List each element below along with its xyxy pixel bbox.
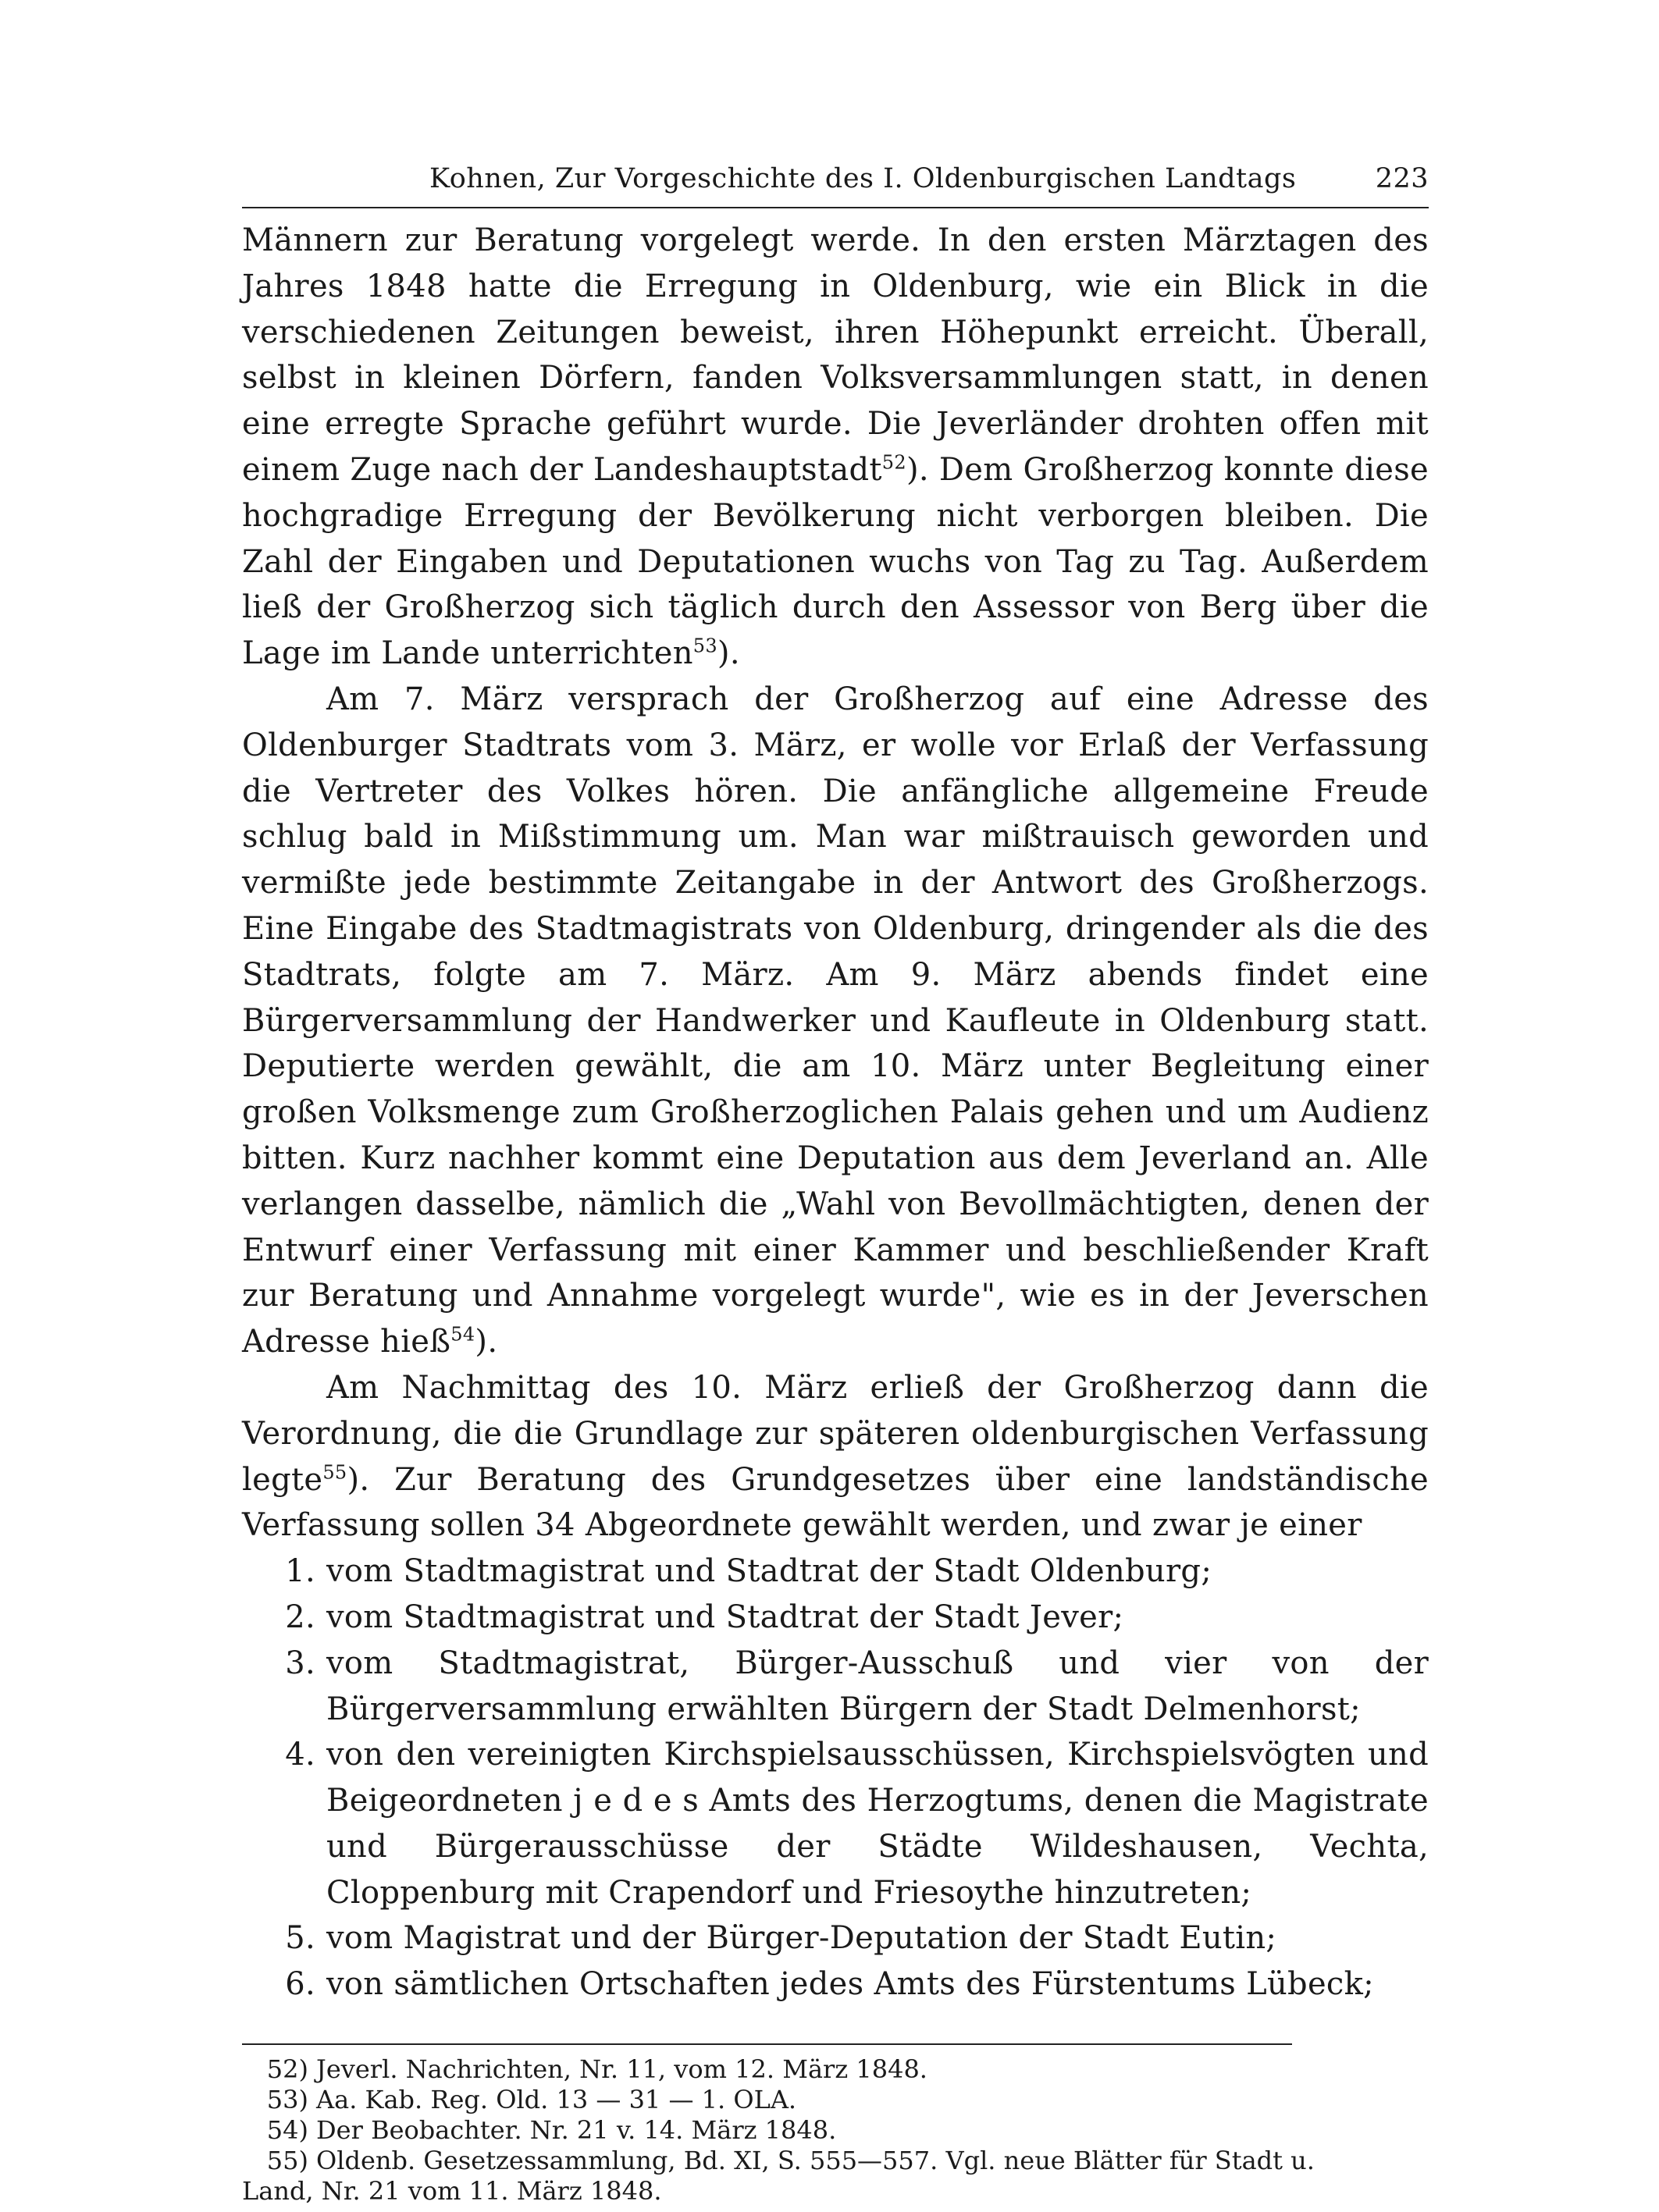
running-title: Kohnen, Zur Vorgeschichte des I. Oldenburgischen Landtags	[429, 163, 1297, 194]
list-number: 4.	[285, 1737, 315, 1773]
footnote-text: Oldenb. Gesetzessammlung, Bd. XI, S. 555—557. Vgl. neue Blätter für Stadt u.	[316, 2146, 1315, 2176]
page-number: 223	[1375, 163, 1429, 194]
list-text: von sämtlichen Ortschaften jedes Amts des Fürstentums Lübeck;	[326, 1966, 1374, 2003]
footnote-text: Aa. Kab. Reg. Old. 13 — 31 — 1. OLA.	[316, 2085, 797, 2115]
footnote-continuation: Land, Nr. 21 vom 11. März 1848.	[242, 2176, 662, 2207]
paragraph	[242, 1365, 1429, 1549]
paragraph	[242, 677, 1429, 1365]
list-text: vom Stadtmagistrat, Bürger-Ausschuß und vier von der Bürgerversammlung erwählten Bürgern der Stadt Delmenhorst;	[326, 1645, 1429, 1727]
footnote	[242, 2146, 1429, 2176]
footnote-text: Jeverl. Nachrichten, Nr. 11, vom 12. März 1848.	[316, 2054, 927, 2085]
header-rule	[242, 207, 1429, 208]
page	[242, 160, 1429, 2207]
footnote	[242, 2085, 1429, 2115]
list-number: 1.	[285, 1553, 315, 1590]
paragraph	[242, 218, 1429, 677]
list-text: von den vereinigten Kirchspielsausschüssen, Kirchspielsvögten und Beigeordneten j e d e s Amts des Herzogtums, denen die Magistrate und Bürgerausschüsse der Städte Wildeshausen, Vechta, Cloppenburg mit Crapendorf und Friesoythe hinzutreten;	[326, 1737, 1429, 1911]
list-item	[242, 1915, 1429, 1961]
text-run: ).	[475, 1324, 498, 1360]
text-run: Am 7. März versprach der Großherzog auf eine Adresse des Oldenburger Stadtrats vom 3. März, er wolle vor Erlaß der Verfassung die Vertreter des Volkes hören. Die anfängliche allgemeine Freude schlug bald in Mißstimmung um. Man war mißtrauisch geworden und vermißte jede bestimmte Zeitangabe in der Antwort des Großherzogs. Eine Eingabe des Stadtmagistrats von Oldenburg, dringender als die des Stadtrats, folgte am 7. März. Am 9. März abends findet eine Bürgerversammlung der Handwerker und Kaufleute in Oldenburg statt. Deputierte werden gewählt, die am 10. März unter Begleitung einer großen Volksmenge zum Großherzoglichen Palais gehen und um Audienz bitten. Kurz nachher kommt eine Deputation aus dem Jeverland an. Alle verlangen dasselbe, nämlich die „Wahl von Bevollmächtigten, denen der Entwurf einer Verfassung mit einer Kammer und beschließender Kraft zur Beratung und Annahme vorgelegt wurde", wie es in der Jeverschen Adresse hieß	[242, 681, 1429, 1360]
footnote-ref: 53	[692, 635, 717, 657]
footnote-ref: 55	[322, 1461, 347, 1484]
footnotes	[242, 2054, 1429, 2207]
list-text: vom Stadtmagistrat und Stadtrat der Stadt Jever;	[326, 1599, 1124, 1635]
text-run: Männern zur Beratung vorgelegt werde. In den ersten Märztagen des Jahres 1848 hatte die Erregung in Oldenburg, wie ein Blick in die verschiedenen Zeitungen beweist, ihren Höhepunkt erreicht. Überall, selbst in kleinen Dörfern, fanden Volksversammlungen statt, in denen eine erregte Sprache geführt wurde. Die Jeverländer drohten offen mit einem Zuge nach der Landeshauptstadt	[242, 222, 1429, 488]
list-item	[242, 1732, 1429, 1915]
footnote-ref: 54	[450, 1323, 475, 1346]
footnote	[242, 2054, 1429, 2085]
text-run: ). Zur Beratung des Grundgesetzes über eine landständische Verfassung sollen 34 Abgeordnete gewählt werden, und zwar je einer	[242, 1461, 1429, 1544]
list-item	[242, 1595, 1429, 1641]
footnote-mark: 53)	[266, 2085, 308, 2115]
footnote-mark: 55)	[266, 2146, 308, 2176]
electoral-list	[242, 1549, 1429, 2008]
footnote-ref: 52	[881, 451, 906, 474]
footnote-mark: 54)	[266, 2115, 308, 2146]
list-text: vom Stadtmagistrat und Stadtrat der Stadt Oldenburg;	[326, 1553, 1212, 1590]
text-run: ).	[717, 635, 740, 672]
list-item	[242, 1641, 1429, 1733]
list-number: 6.	[285, 1966, 315, 2003]
main-text	[242, 218, 1429, 2008]
list-number: 5.	[285, 1920, 315, 1957]
list-number: 3.	[285, 1645, 315, 1681]
list-item	[242, 1961, 1429, 2008]
text-run: Am Nachmittag des 10. März erließ der Großherzog dann die Verordnung, die die Grundlage zur späteren oldenburgischen Verfassung legte	[242, 1369, 1429, 1498]
footnote	[242, 2115, 1429, 2146]
footnote-rule	[242, 2043, 1292, 2045]
footnote-text: Der Beobachter. Nr. 21 v. 14. März 1848.	[316, 2115, 837, 2146]
running-head	[242, 160, 1429, 201]
text-run: ). Dem Großherzog konnte diese hochgradige Erregung der Bevölkerung nicht verborgen bleiben. Die Zahl der Eingaben und Deputationen wuchs von Tag zu Tag. Außerdem ließ der Großherzog sich täglich durch den Assessor von Berg über die Lage im Lande unterrichten	[242, 451, 1429, 672]
list-item	[242, 1549, 1429, 1595]
list-number: 2.	[285, 1599, 315, 1635]
footnote-mark: 52)	[266, 2054, 308, 2085]
list-text: vom Magistrat und der Bürger-Deputation der Stadt Eutin;	[326, 1920, 1277, 1957]
